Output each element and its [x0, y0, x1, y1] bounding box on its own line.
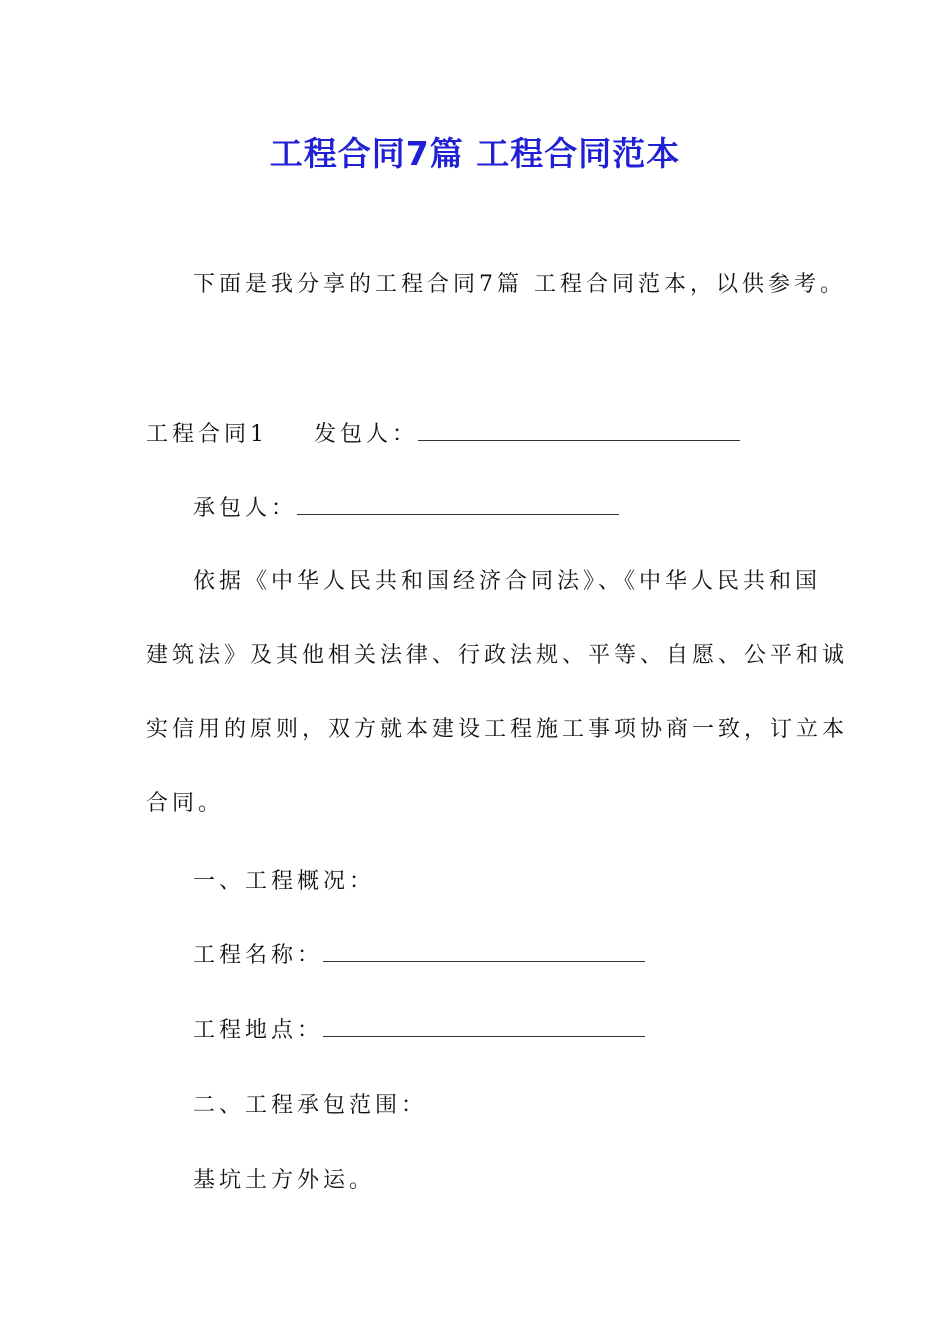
section2-heading: 二、工程承包范围：: [193, 1093, 428, 1118]
contractor-label: 承包人：: [193, 496, 298, 521]
contract-heading-row: [146, 420, 806, 450]
project-name-label: 工程名称：: [193, 943, 324, 968]
project-location-label: 工程地点：: [193, 1018, 324, 1043]
section1-heading: 一、工程概况：: [193, 869, 376, 894]
contract-heading: 工程合同1: [146, 422, 268, 447]
basis-line-4: 合同。: [146, 791, 225, 816]
project-name-blank-line: [323, 941, 645, 962]
basis-line-3: 实信用的原则，双方就本建设工程施工事项协商一致，订立本: [146, 717, 849, 742]
document-title: 工程合同7篇 工程合同范本: [269, 134, 681, 173]
project-location-blank-line: [323, 1016, 645, 1037]
basis-paragraph: [146, 567, 849, 863]
intro-text: 下面是我分享的工程合同7篇 工程合同范本，以供参考。: [193, 272, 846, 297]
project-location-row: [193, 1016, 853, 1046]
scope-text: 基坑土方外运。: [193, 1168, 376, 1193]
basis-line-2: 建筑法》及其他相关法律、行政法规、平等、自愿、公平和诚: [146, 643, 849, 668]
contractor-blank-line: [297, 494, 619, 515]
project-name-row: [193, 941, 853, 971]
contractor-row: [193, 494, 853, 524]
basis-line-1: 依据《中华人民共和国经济合同法》、《中华人民共和国: [193, 569, 822, 594]
employer-blank-line: [418, 420, 740, 441]
employer-label: 发包人：: [314, 422, 419, 447]
